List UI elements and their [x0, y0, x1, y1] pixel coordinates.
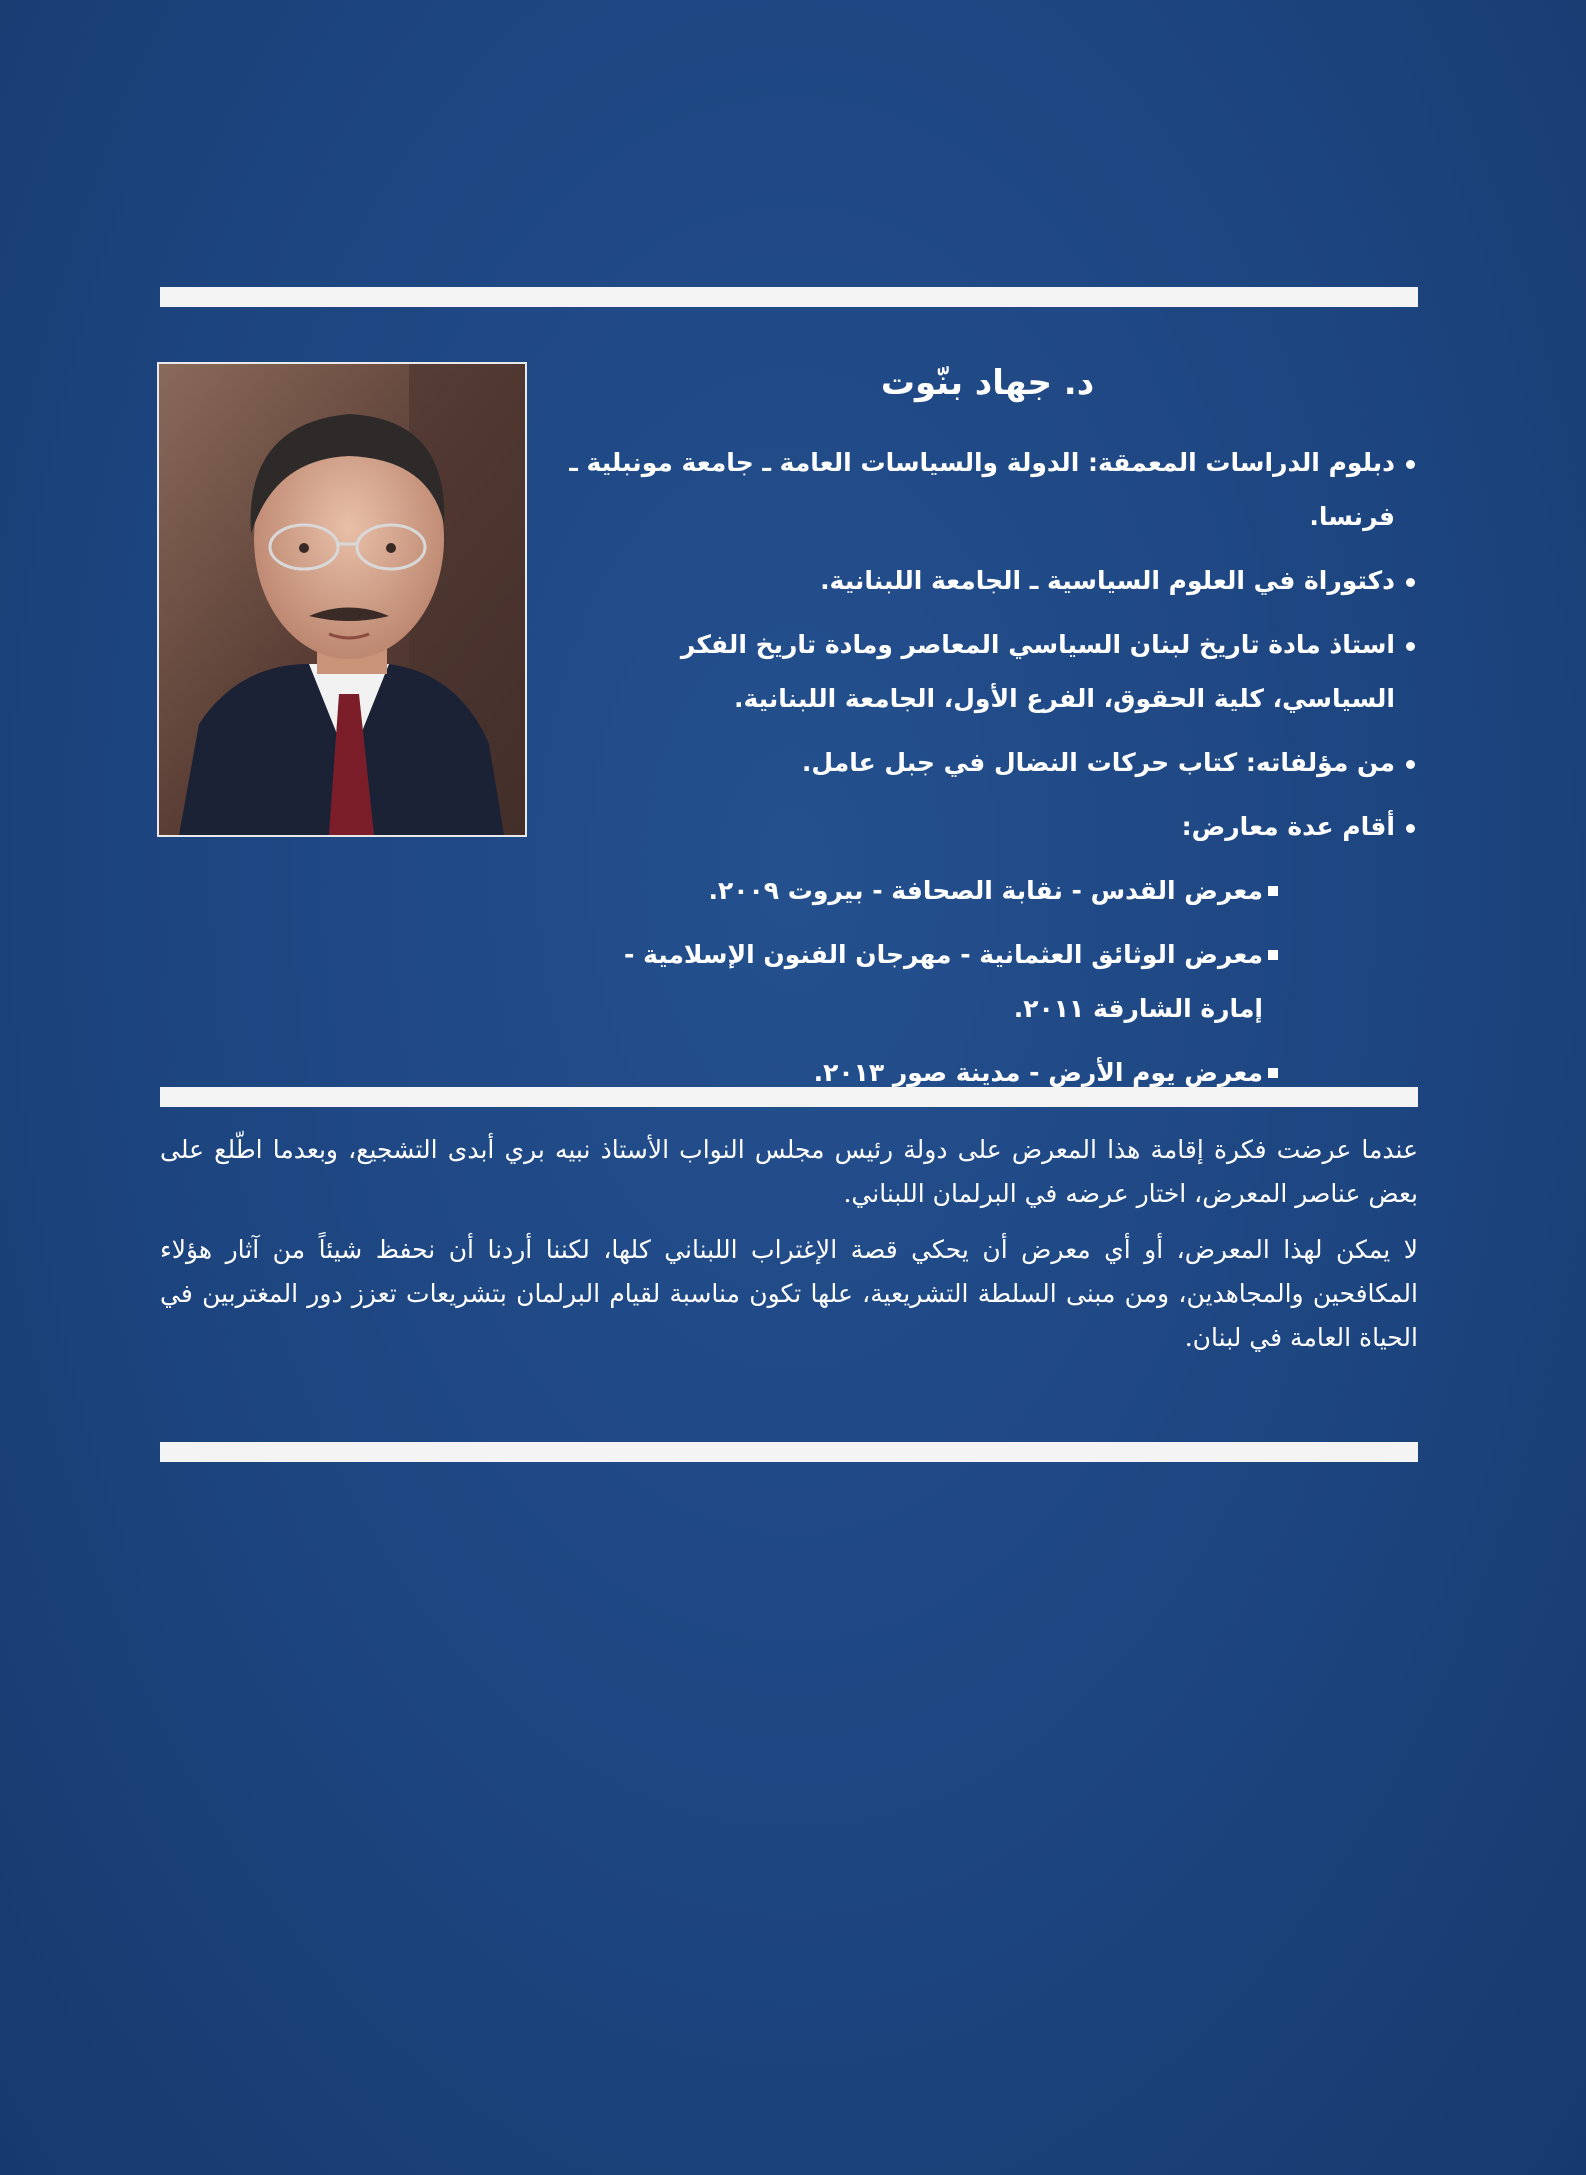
statement-paragraph: عندما عرضت فكرة إقامة هذا المعرض على دولة رئيس مجلس النواب الأستاذ نبيه بري أبدى التشجيع، وبعدما اطّلع على بعض عناصر المعرض، اختار عرضه في البرلمان اللبناني. [160, 1135, 1418, 1208]
author-photo [157, 362, 527, 837]
bullet-icon [1406, 642, 1415, 651]
bullet-icon [1406, 578, 1415, 587]
square-bullet-icon [1268, 950, 1278, 960]
bio-item [560, 800, 1415, 854]
bullet-icon [1406, 824, 1415, 833]
middle-rule [160, 1087, 1418, 1107]
top-rule [160, 287, 1418, 307]
bio-item [560, 618, 1415, 726]
bullet-icon [1406, 760, 1415, 769]
statement-paragraph: لا يمكن لهذا المعرض، أو أي معرض أن يحكي قصة الإغتراب اللبناني كلها، لكننا أردنا أن نحفظ شيئاً من آثار هؤلاء المكافحين والمجاهدين، ومن مبنى السلطة التشريعية، علها تكون مناسبة لقيام البرلمان بتشريعات تعزز دور المغتربين في الحياة العامة في لبنان. [160, 1235, 1418, 1352]
bio-item-text: استاذ مادة تاريخ لبنان السياسي المعاصر ومادة تاريخ الفكر السياسي، كلية الحقوق، الفرع الأول، الجامعة اللبنانية. [680, 629, 1395, 713]
bio-item-text: أقام عدة معارض: [1181, 811, 1395, 841]
author-name: د. جهاد بنّوت [880, 363, 1095, 403]
author-bio [560, 360, 1415, 1110]
bio-item [560, 736, 1415, 790]
square-bullet-icon [1268, 1068, 1278, 1078]
square-bullet-icon [1268, 886, 1278, 896]
exhibition-item [560, 864, 1415, 918]
exhibition-item [560, 928, 1415, 1036]
bio-item-text: دبلوم الدراسات المعمقة: الدولة والسياسات العامة ـ جامعة مونبلية ـ فرنسا. [569, 447, 1395, 531]
exhibition-text: معرض يوم الأرض - مدينة صور ٢٠١٣. [813, 1057, 1263, 1087]
bottom-rule [160, 1442, 1418, 1462]
bio-item [560, 554, 1415, 608]
bio-item [560, 436, 1415, 544]
bio-item-text: من مؤلفاته: كتاب حركات النضال في جبل عامل. [801, 747, 1395, 777]
exhibition-text: معرض القدس - نقابة الصحافة - بيروت ٢٠٠٩. [708, 875, 1263, 905]
bullet-icon [1406, 460, 1415, 469]
bio-item-text: دكتوراة في العلوم السياسية ـ الجامعة اللبنانية. [820, 565, 1395, 595]
exhibition-text: معرض الوثائق العثمانية - مهرجان الفنون الإسلامية - إمارة الشارقة ٢٠١١. [624, 939, 1263, 1023]
statement-text [160, 1128, 1418, 1372]
portrait-image [159, 364, 525, 835]
